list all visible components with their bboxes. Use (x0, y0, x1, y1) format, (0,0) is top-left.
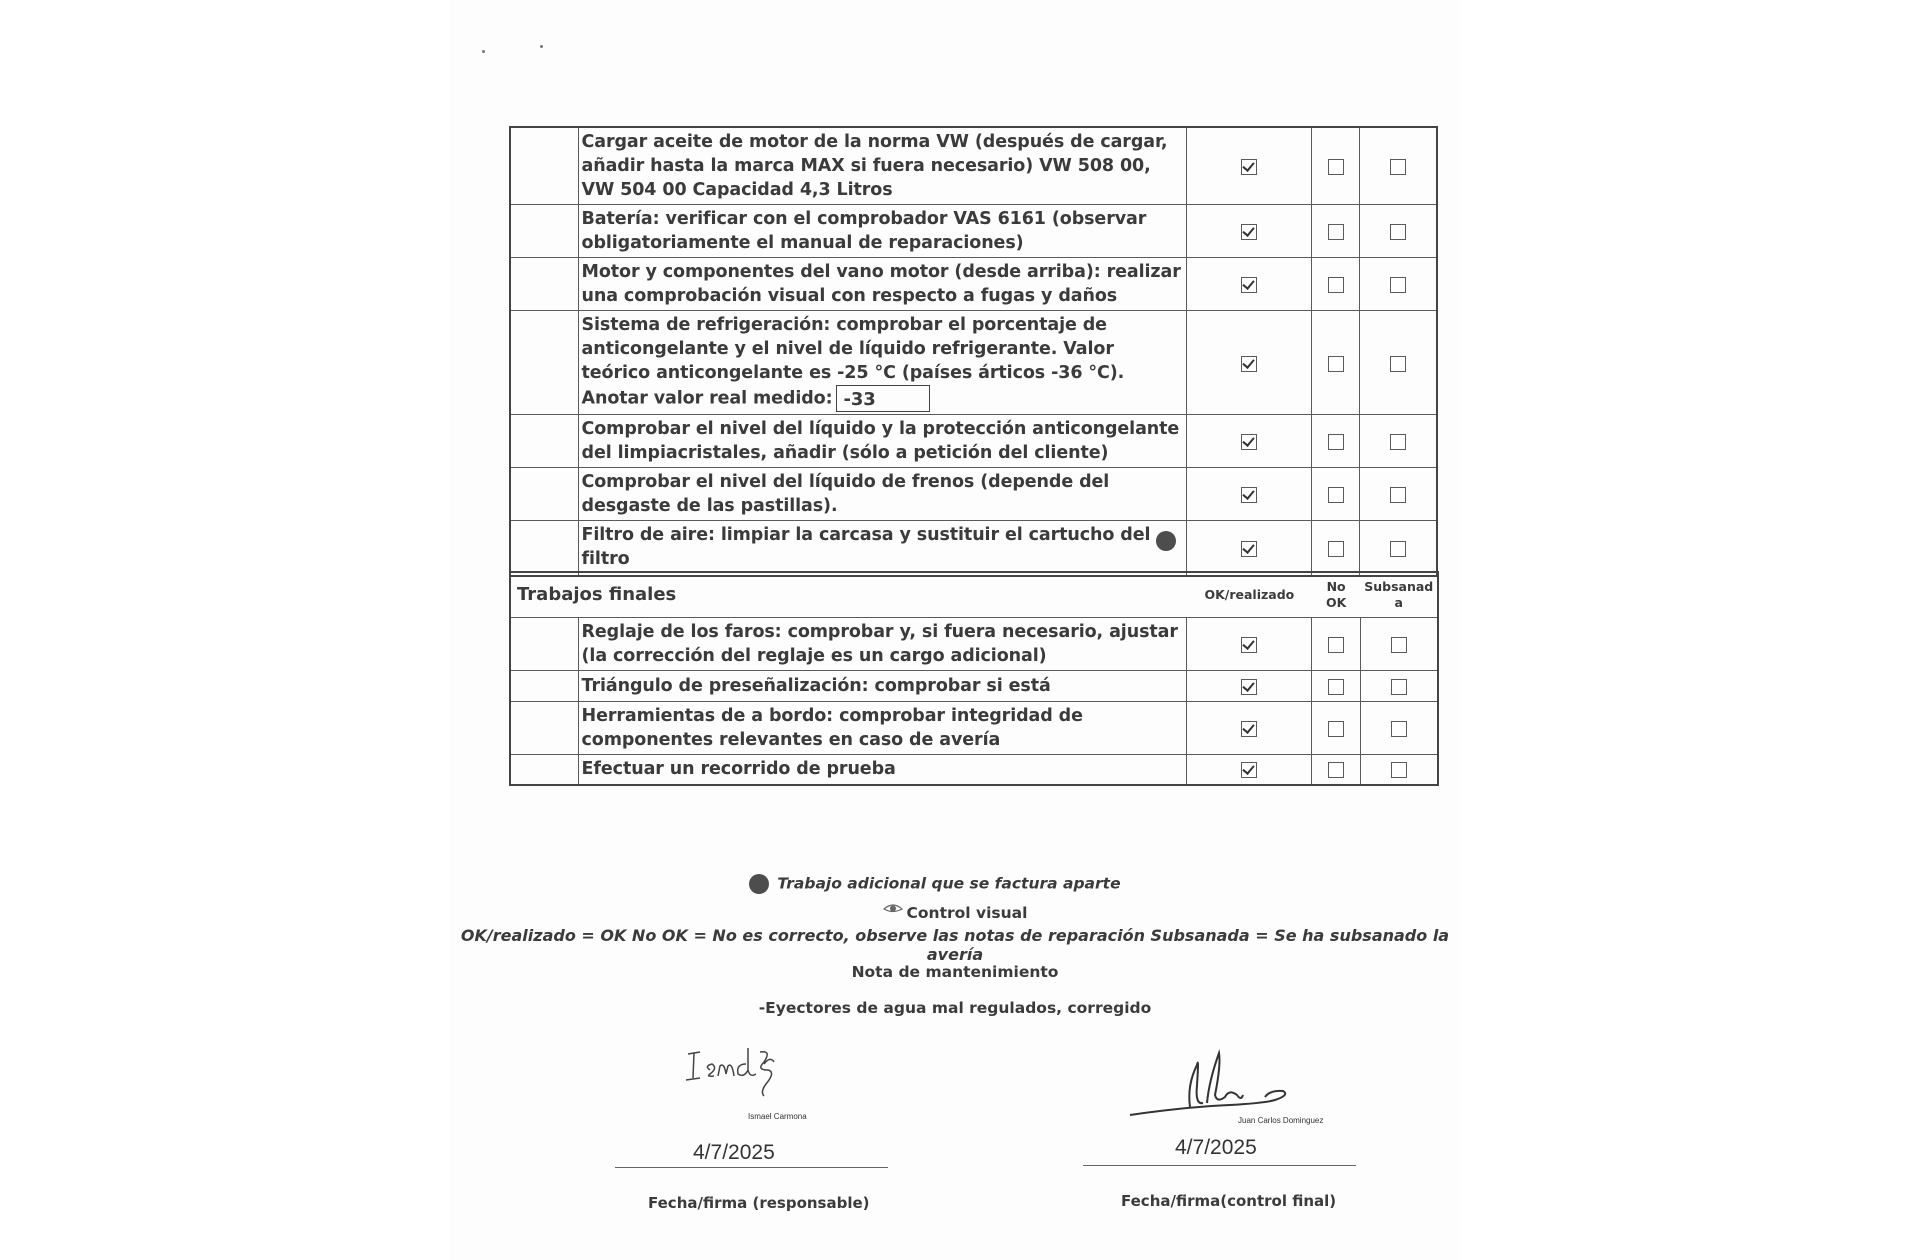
ok-cell (1187, 617, 1312, 670)
maintenance-checklist-table (509, 126, 1438, 577)
no-ok-checkbox[interactable] (1328, 541, 1344, 557)
table-row (510, 521, 1437, 577)
ok-checkbox[interactable] (1241, 487, 1257, 503)
signature-label-right: Fecha/firma(control final) (1121, 1192, 1337, 1210)
subsanada-cell (1360, 521, 1437, 577)
task-description-text: Sistema de refrigeración: comprobar el porcentaje de anticongelante y el nivel de líquido refrigerante. Valor teórico anticongelante es -25 °C (países árticos -36 °C). Anotar valor real medido: (581, 315, 1125, 409)
subsanada-cell (1360, 311, 1437, 415)
no-ok-cell (1312, 670, 1361, 701)
date-left: 4/7/2025 (693, 1141, 775, 1164)
table-row (510, 415, 1437, 468)
scan-speck (482, 50, 485, 53)
table-row (510, 670, 1438, 701)
subsanada-checkbox[interactable] (1391, 721, 1407, 737)
column-header-ok: OK/realizado (1187, 572, 1312, 617)
ok-checkbox[interactable] (1241, 159, 1257, 175)
table-header-row (510, 572, 1438, 617)
subsanada-cell (1360, 258, 1437, 311)
ok-cell (1187, 258, 1311, 311)
subsanada-checkbox[interactable] (1391, 637, 1407, 653)
task-description: Triángulo de preseñalización: comprobar si está (578, 670, 1187, 701)
subsanada-cell (1360, 127, 1437, 205)
blank-cell (510, 754, 578, 785)
table-row (510, 754, 1438, 785)
ok-cell (1187, 205, 1311, 258)
no-ok-cell (1311, 468, 1360, 521)
maintenance-note-text: -Eyectores de agua mal regulados, corregido (758, 999, 1152, 1017)
blank-cell (510, 415, 578, 468)
subsanada-cell (1361, 670, 1438, 701)
legend-status-key: OK/realizado = OK No OK = No es correcto, observe las notas de reparación Subsanada = Se ha subsanado la avería (460, 926, 1450, 964)
ok-cell (1187, 415, 1311, 468)
task-description: Cargar aceite de motor de la norma VW (después de cargar, añadir hasta la marca MAX si fuera necesario) VW 508 00, VW 504 00 Capacidad 4,3 Litros (578, 127, 1187, 205)
table-row (510, 258, 1437, 311)
subsanada-cell (1361, 754, 1438, 785)
no-ok-cell (1311, 415, 1360, 468)
blank-cell (510, 258, 578, 311)
no-ok-cell (1311, 258, 1360, 311)
ok-cell (1187, 311, 1311, 415)
column-header-no-ok: No OK (1312, 572, 1361, 617)
no-ok-checkbox[interactable] (1328, 487, 1344, 503)
task-description: Efectuar un recorrido de prueba (578, 754, 1187, 785)
blank-cell (510, 468, 578, 521)
legend-additional-work-text: Trabajo adicional que se factura aparte (777, 874, 1121, 893)
task-description (578, 521, 1187, 577)
no-ok-cell (1311, 205, 1360, 258)
ok-checkbox[interactable] (1241, 434, 1257, 450)
blank-cell (510, 701, 578, 754)
subsanada-checkbox[interactable] (1390, 277, 1406, 293)
signature-label-left: Fecha/firma (responsable) (648, 1194, 870, 1212)
no-ok-checkbox[interactable] (1328, 679, 1344, 695)
ok-cell (1187, 701, 1312, 754)
subsanada-cell (1360, 468, 1437, 521)
no-ok-cell (1312, 754, 1361, 785)
column-header-subsanada: Subsanad a (1361, 572, 1438, 617)
table-row (510, 468, 1437, 521)
table-row (510, 311, 1437, 415)
subsanada-cell (1360, 205, 1437, 258)
measured-value-field[interactable]: -33 (836, 385, 930, 412)
blank-cell (510, 670, 578, 701)
ok-checkbox[interactable] (1241, 721, 1257, 737)
task-description: Comprobar el nivel del líquido y la protección anticongelante del limpiacristales, añadir (sólo a petición del cliente) (578, 415, 1187, 468)
ok-cell (1187, 670, 1312, 701)
task-description: Comprobar el nivel del líquido de frenos (depende del desgaste de las pastillas). (578, 468, 1187, 521)
subsanada-checkbox[interactable] (1390, 159, 1406, 175)
subsanada-checkbox[interactable] (1390, 356, 1406, 372)
subsanada-checkbox[interactable] (1390, 541, 1406, 557)
signature-line-right (1083, 1165, 1356, 1166)
ok-checkbox[interactable] (1241, 637, 1257, 653)
no-ok-checkbox[interactable] (1328, 356, 1344, 372)
no-ok-cell (1312, 617, 1361, 670)
subsanada-cell (1361, 617, 1438, 670)
additional-work-dot-icon (1156, 531, 1176, 551)
no-ok-cell (1311, 127, 1360, 205)
ok-cell (1187, 754, 1312, 785)
signatory-name-left: Ismael Carmona (748, 1112, 807, 1121)
subsanada-cell (1361, 701, 1438, 754)
table-row (510, 617, 1438, 670)
no-ok-checkbox[interactable] (1328, 224, 1344, 240)
task-description: Batería: verificar con el comprobador VAS 6161 (observar obligatoriamente el manual de reparaciones) (578, 205, 1187, 258)
maintenance-note-title: Nota de mantenimiento (851, 963, 1059, 981)
no-ok-cell (1311, 521, 1360, 577)
no-ok-checkbox[interactable] (1328, 637, 1344, 653)
task-description: Reglaje de los faros: comprobar y, si fuera necesario, ajustar (la corrección del reglaje es un cargo adicional) (578, 617, 1187, 670)
ok-checkbox[interactable] (1241, 277, 1257, 293)
task-description: Motor y componentes del vano motor (desde arriba): realizar una comprobación visual con respecto a fugas y daños (578, 258, 1187, 311)
subsanada-checkbox[interactable] (1390, 487, 1406, 503)
ok-cell (1187, 127, 1311, 205)
blank-cell (510, 311, 578, 415)
ok-checkbox[interactable] (1241, 224, 1257, 240)
eye-icon (883, 901, 903, 919)
table-row (510, 701, 1438, 754)
blank-cell (510, 521, 578, 577)
subsanada-checkbox[interactable] (1390, 224, 1406, 240)
ok-checkbox[interactable] (1241, 356, 1257, 372)
signatory-name-right: Juan Carlos Dominguez (1238, 1116, 1324, 1125)
subsanada-checkbox[interactable] (1391, 762, 1407, 778)
task-description: Herramientas de a bordo: comprobar integridad de componentes relevantes en caso de avería (578, 701, 1187, 754)
no-ok-checkbox[interactable] (1328, 762, 1344, 778)
subsanada-cell (1360, 415, 1437, 468)
ok-cell (1187, 468, 1311, 521)
final-works-table (509, 571, 1439, 786)
signature-left (680, 1040, 810, 1110)
subsanada-checkbox[interactable] (1391, 679, 1407, 695)
table-row (510, 127, 1437, 205)
blank-cell (510, 617, 578, 670)
ok-checkbox[interactable] (1241, 762, 1257, 778)
signature-right (1125, 1045, 1315, 1120)
no-ok-checkbox[interactable] (1328, 159, 1344, 175)
no-ok-cell (1311, 311, 1360, 415)
legend-visual-control (450, 904, 1460, 922)
blank-cell (510, 205, 578, 258)
scan-speck (540, 45, 543, 48)
table-row (510, 205, 1437, 258)
task-description-text: Filtro de aire: limpiar la carcasa y sustituir el cartucho del filtro (581, 525, 1151, 569)
section-title: Trabajos finales (510, 572, 1187, 617)
ok-checkbox[interactable] (1241, 541, 1257, 557)
legend-additional-work (450, 874, 1460, 894)
filled-dot-icon (749, 874, 769, 894)
task-description (578, 311, 1187, 415)
no-ok-checkbox[interactable] (1328, 721, 1344, 737)
legend-visual-control-text: Control visual (906, 904, 1028, 922)
no-ok-checkbox[interactable] (1328, 277, 1344, 293)
signature-line-left (615, 1167, 888, 1168)
no-ok-checkbox[interactable] (1328, 434, 1344, 450)
no-ok-cell (1312, 701, 1361, 754)
ok-checkbox[interactable] (1241, 679, 1257, 695)
subsanada-checkbox[interactable] (1390, 434, 1406, 450)
ok-cell (1187, 521, 1311, 577)
date-right: 4/7/2025 (1175, 1136, 1257, 1159)
blank-cell (510, 127, 578, 205)
